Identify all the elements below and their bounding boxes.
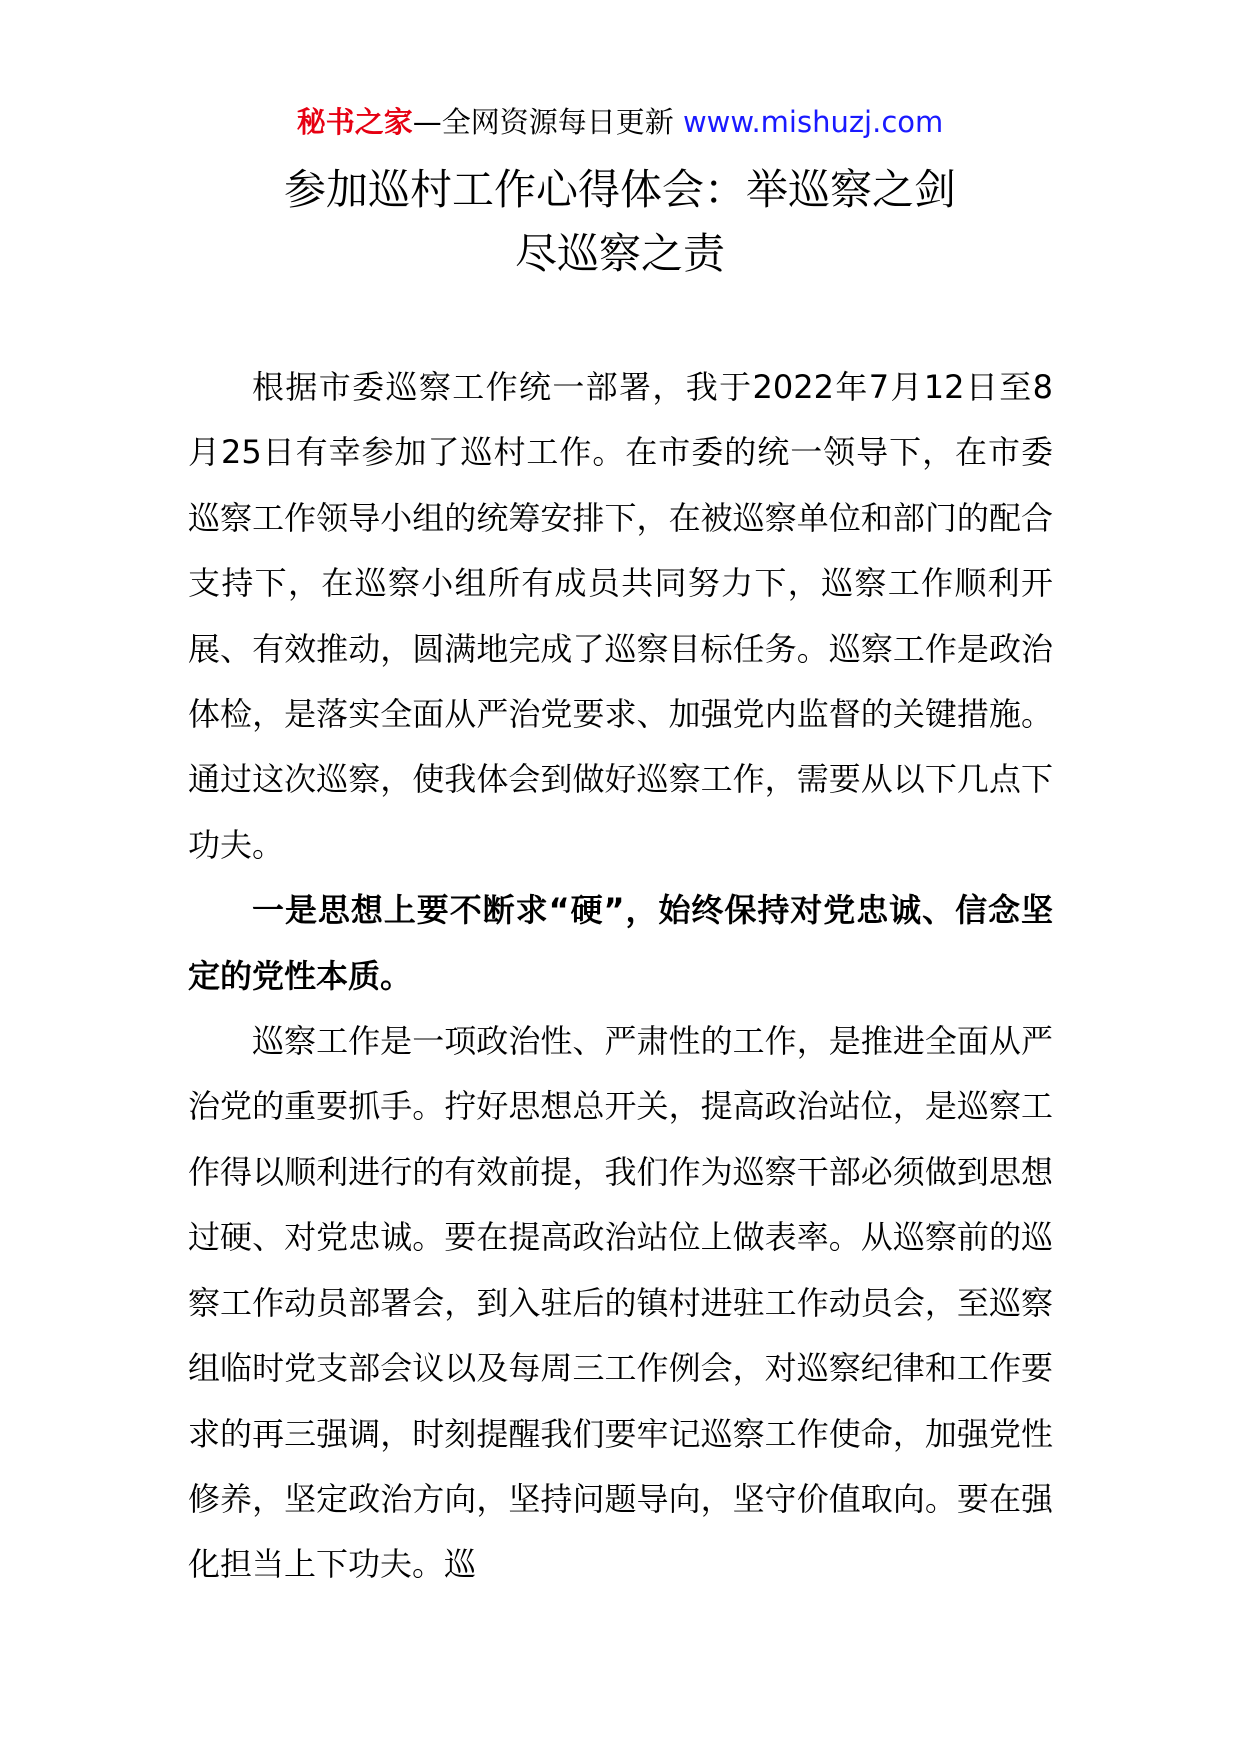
- body-paragraph: 巡察工作是一项政治性、严肃性的工作，是推进全面从严治党的重要抓手。拧好思想总开关，提高政治站位，是巡察工作得以顺利进行的有效前提，我们作为巡察干部必须做到思想过硬、对党忠诚。要在提高政治站位上做表率。从巡察前的巡察工作动员部署会，到入驻后的镇村进驻工作动员会，至巡察组临时党支部会议以及每周三工作例会，对巡察纪律和工作要求的再三强调，时刻提醒我们要牢记巡察工作使命，加强党性修养，坚定政治方向，坚持问题导向，坚守价值取向。要在强化担当上下功夫。巡: [188, 1022, 1053, 1584]
- brand-name: 秘书之家: [296, 105, 413, 139]
- document-body: [188, 355, 1053, 1598]
- site-header: [0, 100, 1240, 144]
- site-url[interactable]: www.mishuzj.com: [682, 105, 944, 139]
- title-line-2: 尽巡察之责: [514, 229, 725, 278]
- document-title: [0, 158, 1240, 286]
- title-line-1: 参加巡村工作心得体会：举巡察之剑: [283, 165, 956, 214]
- section-heading-paragraph: 一是思想上要不断求“硬”，始终保持对党忠诚、信念坚定的党性本质。: [188, 891, 1053, 995]
- body-paragraph: 根据市委巡察工作统一部署，我于2022年7月12日至8月25日有幸参加了巡村工作。在市委的统一领导下，在市委巡察工作领导小组的统筹安排下，在被巡察单位和部门的配合支持下，在巡察小组所有成员共同努力下，巡察工作顺利开展、有效推动，圆满地完成了巡察目标任务。巡察工作是政治体检，是落实全面从严治党要求、加强党内监督的关键措施。通过这次巡察，使我体会到做好巡察工作，需要从以下几点下功夫。: [188, 368, 1053, 864]
- header-tagline: —全网资源每日更新: [412, 105, 683, 139]
